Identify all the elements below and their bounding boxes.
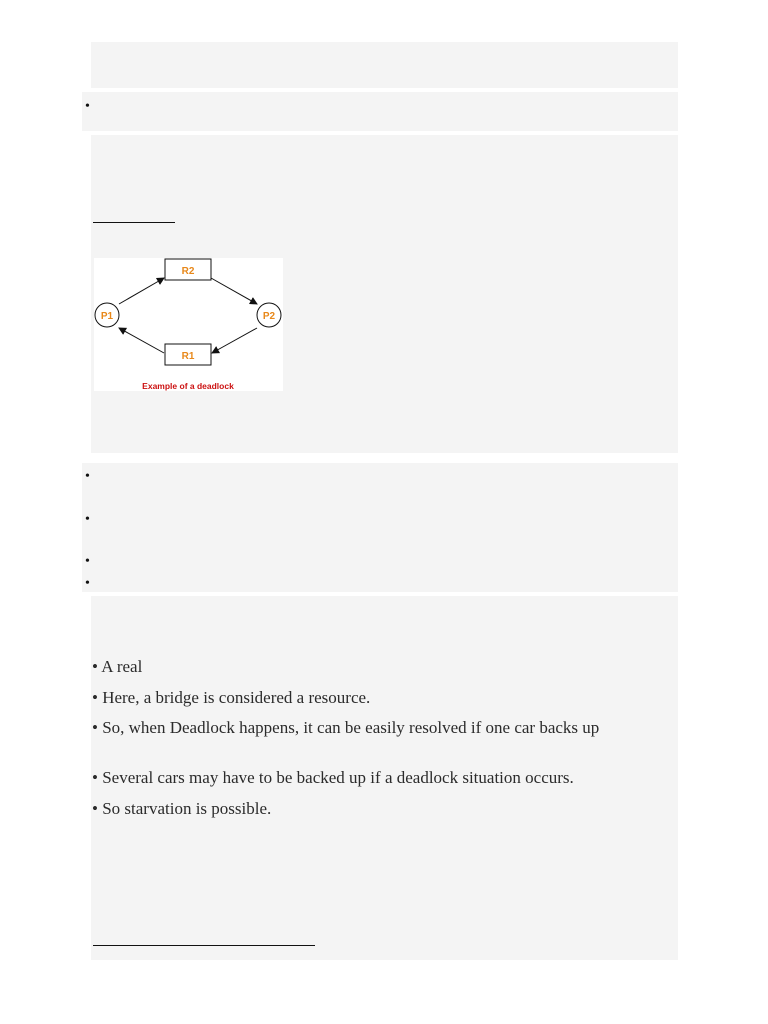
deadlock-diagram-svg (94, 258, 283, 391)
deadlock-diagram (94, 258, 283, 391)
node-p2-label: P2 (262, 311, 276, 322)
bullet-list-block (82, 463, 678, 592)
bullet-row-1 (82, 92, 678, 131)
diagram-caption: Example of a deadlock (142, 381, 234, 391)
bullet-dot: • (85, 554, 90, 569)
bridge-line-5: • So starvation is possible. (92, 799, 272, 818)
bridge-line-1: • A real (92, 657, 143, 676)
edge-p1-r2 (119, 278, 164, 304)
bridge-line-4: • Several cars may have to be backed up if a deadlock situation occurs. (92, 768, 574, 787)
edge-r2-p2 (211, 278, 257, 304)
bullet-dot: • (85, 576, 90, 591)
bullet-dot: • (85, 512, 90, 527)
node-r1-label: R1 (181, 351, 195, 362)
bullet-dot: • (85, 469, 90, 484)
node-r2-label: R2 (181, 266, 195, 277)
bridge-line-2: • Here, a bridge is considered a resource. (92, 688, 371, 707)
bottom-underline (93, 945, 315, 946)
heading-underline (93, 222, 175, 223)
bridge-line-3: • So, when Deadlock happens, it can be easily resolved if one car backs up (92, 718, 600, 737)
top-empty-block (91, 42, 678, 88)
node-p1-label: P1 (100, 311, 114, 322)
edge-r1-p1 (119, 328, 164, 353)
bullet-dot: • (85, 99, 90, 114)
edge-p2-r1 (212, 328, 257, 353)
